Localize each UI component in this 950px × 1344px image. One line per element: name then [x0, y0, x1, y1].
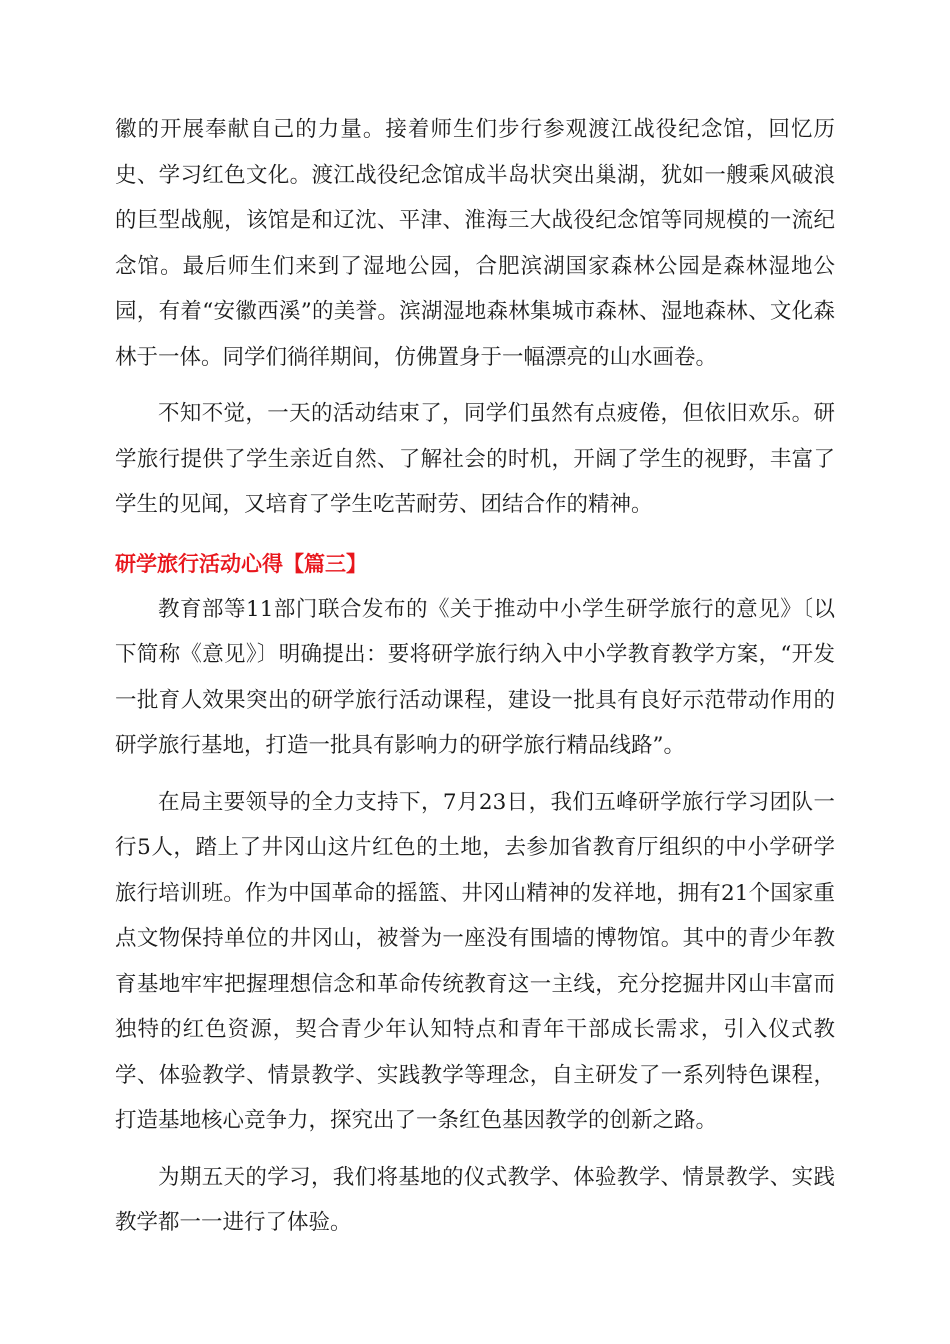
document-body	[115, 107, 835, 1246]
paragraph-2: 不知不觉，一天的活动结束了，同学们虽然有点疲倦，但依旧欢乐。研学旅行提供了学生亲近自然、了解社会的时机，开阔了学生的视野，丰富了学生的见闻，又培育了学生吃苦耐劳、团结合作的精神。	[115, 401, 835, 517]
paragraph-3: 教育部等11部门联合发布的《关于推动中小学生研学旅行的意见》〔以下简称《意见》〕明确提出：要将研学旅行纳入中小学教育教学方案，“开发一批育人效果突出的研学旅行活动课程，建设一批具有良好示范带动作用的研学旅行基地，打造一批具有影响力的研学旅行精品线路”。	[115, 596, 835, 758]
section-heading: 研学旅行活动心得【篇三】	[115, 551, 367, 576]
paragraph-4: 在局主要领导的全力支持下，7月23日，我们五峰研学旅行学习团队一行5人，踏上了井冈山这片红色的土地，去参加省教育厅组织的中小学研学旅行培训班。作为中国革命的摇篮、井冈山精神的发祥地，拥有21个国家重点文物保持单位的井冈山，被誉为一座没有围墙的博物馆。其中的青少年教育基地牢牢把握理想信念和革命传统教育这一主线，充分挖掘井冈山丰富而独特的红色资源，契合青少年认知特点和青年干部成长需求，引入仪式教学、体验教学、情景教学、实践教学等理念，自主研发了一系列特色课程，打造基地核心竞争力，探究出了一条红色基因教学的创新之路。	[115, 789, 835, 1133]
paragraph-5: 为期五天的学习，我们将基地的仪式教学、体验教学、情景教学、实践教学都一一进行了体验。	[115, 1164, 835, 1235]
paragraph-1: 徽的开展奉献自己的力量。接着师生们步行参观渡江战役纪念馆，回忆历史、学习红色文化。渡江战役纪念馆成半岛状突出巢湖，犹如一艘乘风破浪的巨型战舰，该馆是和辽沈、平津、淮海三大战役纪念馆等同规模的一流纪念馆。最后师生们来到了湿地公园，合肥滨湖国家森林公园是森林湿地公园，有着“安徽西溪”的美誉。滨湖湿地森林集城市森林、湿地森林、文化森林于一体。同学们徜徉期间，仿佛置身于一幅漂亮的山水画卷。	[115, 117, 835, 370]
